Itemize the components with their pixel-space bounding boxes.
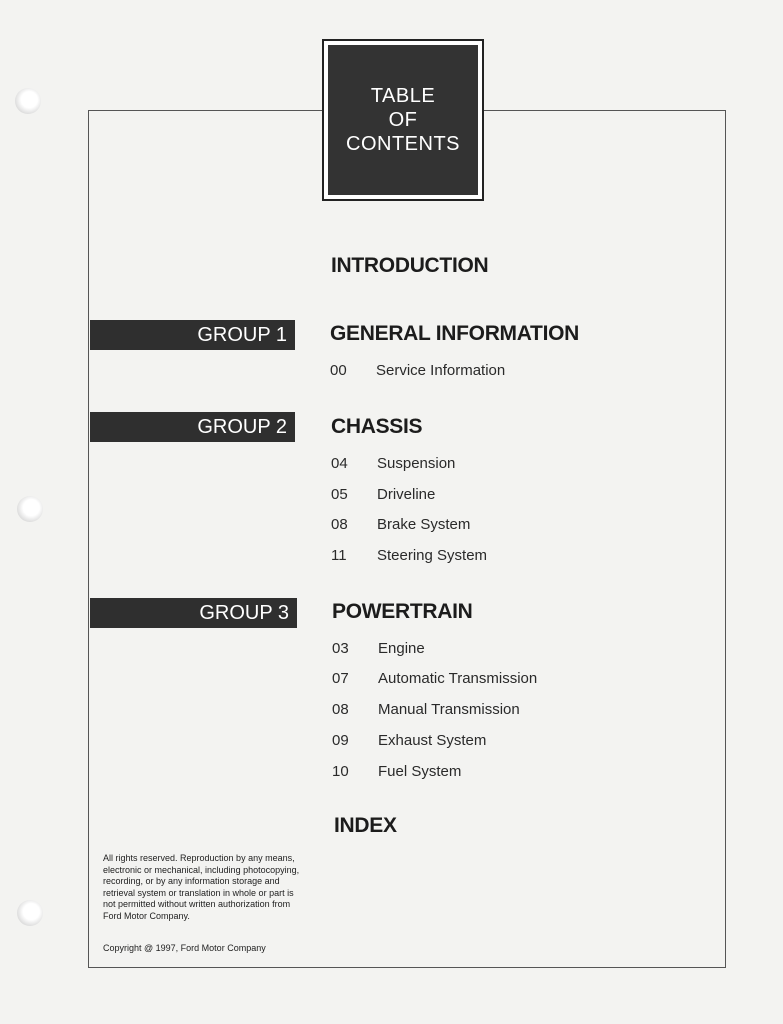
toc-entry[interactable]	[332, 701, 520, 718]
group-1-bar: GROUP 1	[90, 320, 295, 350]
binder-hole-middle	[17, 496, 43, 522]
section-title: Driveline	[377, 486, 436, 503]
legal-notice: All rights reserved. Reproduction by any means, electronic or mechanical, including photocopying, recording, or by any information storage and retrieval system or translation in whole or part is not permitted without written authorization from Ford Motor Company.	[103, 853, 300, 921]
section-title: Fuel System	[378, 763, 462, 780]
group-3-bar: GROUP 3	[90, 598, 297, 628]
section-number: 10	[332, 763, 349, 780]
section-title: Suspension	[377, 455, 456, 472]
section-number: 08	[331, 516, 348, 533]
section-title: Steering System	[377, 547, 488, 564]
toc-entry[interactable]	[330, 362, 505, 379]
page-frame	[88, 110, 726, 968]
index-heading[interactable]: INDEX	[334, 814, 397, 837]
title-box	[322, 39, 484, 201]
section-number: 08	[332, 701, 349, 718]
toc-entry[interactable]	[332, 732, 486, 749]
general-information-heading[interactable]: GENERAL INFORMATION	[330, 322, 580, 345]
section-number: 05	[331, 486, 348, 503]
chassis-heading[interactable]: CHASSIS	[331, 415, 423, 438]
toc-entry[interactable]	[332, 763, 461, 780]
section-number: 09	[332, 732, 349, 749]
title-line: TABLE	[370, 85, 436, 107]
title-line: CONTENTS	[346, 133, 460, 155]
powertrain-heading[interactable]: POWERTRAIN	[332, 600, 473, 623]
section-title: Automatic Transmission	[378, 670, 538, 687]
binder-hole-top	[15, 88, 41, 114]
section-title: Service Information	[376, 362, 506, 379]
toc-entry[interactable]	[331, 547, 487, 564]
section-number: 00	[330, 362, 347, 379]
group-2-bar: GROUP 2	[90, 412, 295, 442]
binder-hole-bottom	[17, 900, 43, 926]
section-title: Manual Transmission	[378, 701, 520, 718]
section-number: 07	[332, 670, 349, 687]
toc-entry[interactable]	[331, 516, 470, 533]
title-line: OF	[388, 109, 418, 131]
toc-entry[interactable]	[332, 640, 425, 657]
section-number: 04	[331, 455, 348, 472]
section-title: Exhaust System	[378, 732, 487, 749]
toc-entry[interactable]	[331, 455, 455, 472]
introduction-heading[interactable]: INTRODUCTION	[331, 254, 489, 277]
toc-entry[interactable]	[331, 486, 435, 503]
copyright-notice: Copyright @ 1997, Ford Motor Company	[103, 943, 266, 953]
section-number: 03	[332, 640, 349, 657]
section-title: Brake System	[377, 516, 471, 533]
section-title: Engine	[378, 640, 425, 657]
page-title	[328, 45, 478, 195]
section-number: 11	[331, 547, 347, 564]
toc-entry[interactable]	[332, 670, 537, 687]
